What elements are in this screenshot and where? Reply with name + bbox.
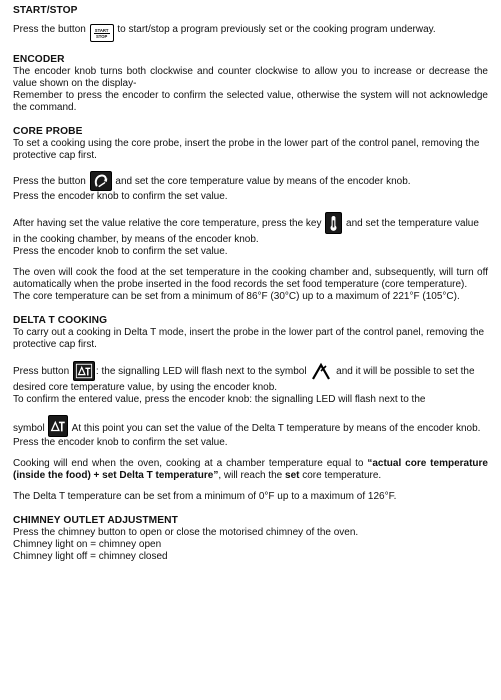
- core-probe-heading: CORE PROBE: [13, 126, 83, 137]
- delta-t-paragraph-5: Press the encoder knob to confirm the set value.: [13, 437, 228, 448]
- start-stop-paragraph: Press the button START STOP to start/stop a program previously set or the cooking program underway.: [13, 23, 488, 42]
- chimney-paragraph-1: Press the chimney button to open or close the motorised chimney of the oven.: [13, 527, 359, 538]
- start-stop-heading: START/STOP: [13, 5, 78, 16]
- encoder-heading: ENCODER: [13, 54, 65, 65]
- encoder-paragraph-2: Remember to press the encoder to confirm the selected value, otherwise the system will not acknowledge the command.: [13, 90, 488, 113]
- probe-symbol-icon: [310, 360, 332, 382]
- core-probe-paragraph-5: Press the encoder knob to confirm the set value.: [13, 246, 228, 257]
- core-probe-paragraph-4: After having set the value relative the core temperature, press the key and set the temperature value in the cooking chamber, by means of the encoder knob.: [13, 212, 488, 246]
- delta-t-heading: DELTA T COOKING: [13, 315, 108, 326]
- chimney-paragraph-3: Chimney light off = chimney closed: [13, 551, 168, 562]
- chimney-paragraph-2: Chimney light on = chimney open: [13, 539, 162, 550]
- delta-t-paragraph-7: The Delta T temperature can be set from a minimum of 0°F up to a maximum of 126°F.: [13, 491, 397, 502]
- chimney-heading: CHIMNEY OUTLET ADJUSTMENT: [13, 515, 178, 526]
- core-probe-paragraph-3: Press the encoder knob to confirm the set value.: [13, 191, 228, 202]
- core-probe-paragraph-1: To set a cooking using the core probe, insert the probe in the lower part of the control panel, removing the protective cap first.: [13, 138, 480, 161]
- start-stop-icon: START STOP: [90, 24, 114, 42]
- core-probe-paragraph-6: The oven will cook the food at the set temperature in the cooking chamber and, subsequently, will turn off automatically when the probe inserted in the food records the set food temperature (core temperature).: [13, 267, 488, 290]
- delta-t-button-icon: [73, 361, 95, 381]
- delta-t-paragraph-1: To carry out a cooking in Delta T mode, insert the probe in the lower part of the control panel, removing the protective cap first.: [13, 327, 485, 350]
- core-probe-paragraph-2: Press the button and set the core temperature value by means of the encoder knob.: [13, 171, 488, 191]
- core-probe-paragraph-7: The core temperature can be set from a minimum of 86°F (30°C) up to a maximum of 221°F (105°C).: [13, 291, 460, 302]
- thermometer-icon: [325, 212, 342, 234]
- encoder-paragraph-1: The encoder knob turns both clockwise and counter clockwise to allow you to increase or decrease the value shown on the display-: [13, 66, 488, 89]
- delta-t-paragraph-6: Cooking will end when the oven, cooking at a chamber temperature equal to “actual core temperature (inside the food) + set Delta T temperature”, will reach the set core temperature.: [13, 458, 488, 481]
- delta-t-paragraph-2: Press button : the signalling LED will flash next to the symbol and it will be possible to set the desired core temperature value, by using the encoder knob.: [13, 360, 488, 394]
- delta-t-paragraph-3: To confirm the entered value, press the encoder knob: the signalling LED will flash next to the: [13, 394, 426, 405]
- delta-t-symbol-icon: [48, 415, 68, 437]
- delta-t-paragraph-4: symbol At this point you can set the value of the Delta T temperature by means of the encoder knob.: [13, 415, 488, 437]
- core-probe-icon: [90, 171, 112, 191]
